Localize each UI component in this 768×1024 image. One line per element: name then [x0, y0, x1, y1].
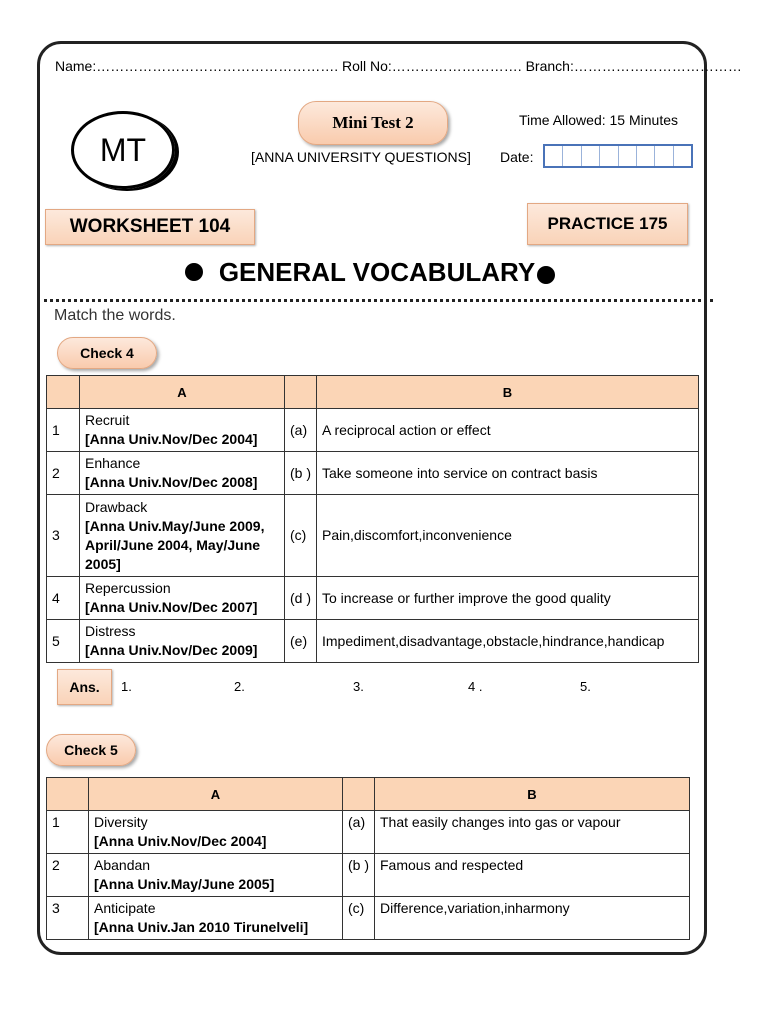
option-letter: (a) — [285, 409, 317, 452]
table-row — [47, 409, 699, 452]
row-number: 1 — [47, 409, 80, 452]
row-number: 2 — [47, 854, 89, 897]
word: Abandan — [94, 857, 151, 873]
instruction-text: Match the words. — [54, 307, 176, 324]
meaning: Difference,variation,inharmony — [375, 897, 690, 940]
answer-slot-1[interactable]: 1. — [121, 679, 132, 694]
page-title-text: GENERAL VOCABULARY — [218, 256, 536, 287]
row-number: 2 — [47, 452, 80, 495]
meaning: Impediment,disadvantage,obstacle,hindrance,handicap — [317, 620, 699, 663]
answer-slot-2[interactable]: 2. — [234, 679, 245, 694]
row-number: 3 — [47, 495, 80, 577]
table-row — [47, 854, 690, 897]
word: Enhance — [85, 455, 141, 471]
table-row — [47, 897, 690, 940]
dotted-divider — [37, 299, 713, 302]
check-4-table — [46, 375, 699, 663]
bullet-icon — [185, 263, 203, 281]
source: [Anna Univ.Nov/Dec 2008] — [85, 474, 258, 490]
row-number: 1 — [47, 811, 89, 854]
source: [Anna Univ.Nov/Dec 2007] — [85, 599, 258, 615]
row-number: 4 — [47, 577, 80, 620]
word: Distress — [85, 623, 136, 639]
student-info-line: Name:……………………………………………. Roll No:………………………. Branch:……………………………… — [55, 58, 742, 74]
column-b-header: B — [375, 778, 690, 811]
option-letter: (b ) — [343, 854, 375, 897]
word: Recruit — [85, 412, 130, 428]
table-row — [47, 495, 699, 577]
word-cell — [80, 495, 285, 577]
check-5-label: Check 5 — [46, 734, 136, 766]
source: [Anna Univ.Nov/Dec 2009] — [85, 642, 258, 658]
word-cell — [80, 409, 285, 452]
source: [Anna Univ.May/June 2005] — [94, 876, 275, 892]
row-number: 3 — [47, 897, 89, 940]
word: Anticipate — [94, 900, 156, 916]
answer-slot-4[interactable]: 4 . — [468, 679, 483, 694]
table-row — [47, 577, 699, 620]
table-row — [47, 452, 699, 495]
check-5-table — [46, 777, 690, 940]
word-cell — [89, 854, 343, 897]
table-header-row — [47, 778, 690, 811]
answer-slot-3[interactable]: 3. — [353, 679, 364, 694]
option-letter: (c) — [285, 495, 317, 577]
check-4-label: Check 4 — [57, 337, 157, 369]
row-number: 5 — [47, 620, 80, 663]
meaning: To increase or further improve the good quality — [317, 577, 699, 620]
source: [Anna Univ.May/June 2009, April/June 2004, May/June 2005] — [85, 517, 265, 572]
option-letter: (e) — [285, 620, 317, 663]
date-label: Date: — [500, 149, 534, 165]
column-b-header: B — [317, 376, 699, 409]
source: [Anna Univ.Nov/Dec 2004] — [94, 833, 267, 849]
word: Drawback — [85, 498, 148, 515]
answer-slot-5[interactable]: 5. — [580, 679, 591, 694]
word-cell — [89, 897, 343, 940]
meaning: That easily changes into gas or vapour — [375, 811, 690, 854]
answers-label: Ans. — [57, 669, 112, 705]
practice-label: PRACTICE 175 — [527, 203, 688, 245]
bullet-icon — [537, 266, 555, 284]
word-cell — [89, 811, 343, 854]
page-title — [155, 254, 585, 290]
column-a-header: A — [89, 778, 343, 811]
meaning: A reciprocal action or effect — [317, 409, 699, 452]
table-row — [47, 620, 699, 663]
option-letter: (d ) — [285, 577, 317, 620]
meaning: Famous and respected — [375, 854, 690, 897]
table-row — [47, 811, 690, 854]
date-input-boxes[interactable] — [543, 144, 693, 168]
mini-test-badge: Mini Test 2 — [298, 101, 448, 145]
meaning: Pain,discomfort,inconvenience — [317, 495, 699, 577]
meaning: Take someone into service on contract basis — [317, 452, 699, 495]
time-allowed: Time Allowed: 15 Minutes — [519, 112, 678, 128]
table-header-row — [47, 376, 699, 409]
word-cell — [80, 577, 285, 620]
option-letter: (c) — [343, 897, 375, 940]
option-letter: (b ) — [285, 452, 317, 495]
word: Repercussion — [85, 580, 171, 596]
word: Diversity — [94, 814, 148, 830]
source: [Anna Univ.Nov/Dec 2004] — [85, 431, 258, 447]
word-cell — [80, 452, 285, 495]
column-a-header: A — [80, 376, 285, 409]
anna-university-questions: [ANNA UNIVERSITY QUESTIONS] — [251, 149, 471, 165]
option-letter: (a) — [343, 811, 375, 854]
worksheet-label: WORKSHEET 104 — [45, 209, 255, 245]
mt-logo: MT — [71, 111, 175, 189]
word-cell — [80, 620, 285, 663]
source: [Anna Univ.Jan 2010 Tirunelveli] — [94, 919, 309, 935]
